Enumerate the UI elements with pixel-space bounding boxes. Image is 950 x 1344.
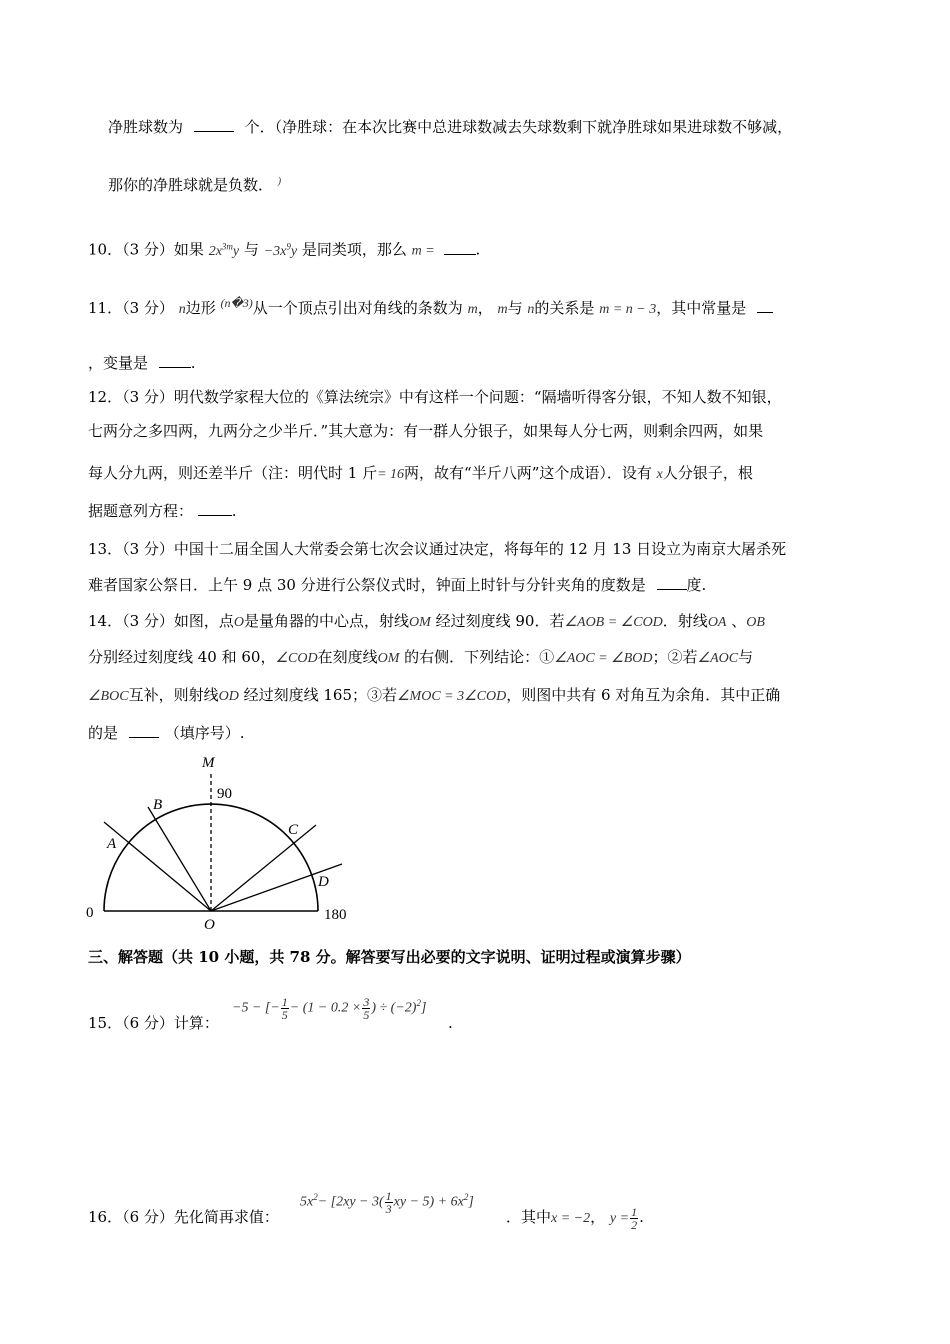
label-C: C [288, 822, 299, 838]
q14-text: 的是 [88, 724, 119, 742]
q10-expr1: $2x^{3m}y$ [208, 241, 240, 259]
q11-m: m [497, 302, 508, 317]
q11-m: m [467, 302, 478, 317]
q12-text: 12．（3 分）明代数学家程大位的《算法统宗》中有这样一个问题：“隔墙听得客分银，不知人数不知银， [88, 388, 782, 406]
q14-OD: OD [218, 689, 239, 704]
q14-eq3: ∠MOC = 3∠COD [397, 689, 507, 704]
q12-text: 据题意列方程： [88, 502, 194, 520]
q14-O: O [233, 615, 245, 630]
q14-OM: OM [377, 651, 400, 666]
q16-condition [506, 1206, 644, 1231]
question-15-label: 15．（6 分）计算： [88, 1014, 219, 1032]
question-12-line1 [88, 386, 782, 408]
answer-blank [198, 501, 232, 516]
q16-end: . [639, 1208, 644, 1226]
q14-text: 互补，则射线 [128, 686, 219, 704]
q16-y-value: y = $\frac{1}{2}$ [609, 1205, 638, 1233]
q14-text: 分别经过刻度线 40 和 60， [88, 648, 276, 666]
q14-BOC: ∠BOC [88, 689, 129, 704]
q14-text: 经过刻度线 165；③若 [243, 686, 397, 704]
q14-text: 在刻度线 [317, 648, 378, 666]
q11-n: n [527, 302, 535, 317]
q10-text: 是同类项，那么 [301, 240, 407, 259]
q15-end: . [448, 1014, 453, 1032]
answer-blank [129, 723, 159, 738]
q13-text: 度. [686, 576, 707, 594]
q11-text: 的关系是 [534, 299, 595, 317]
q14-OA: OA [707, 615, 727, 630]
q9-text: 那你的净胜球就是负数． [108, 176, 274, 194]
label-D: D [318, 874, 329, 890]
q13-text: 难者国家公祭日．上午 9 点 30 分进行公祭仪式时，钟面上时针与分针夹角的度数是 [88, 576, 646, 594]
question-10 [88, 235, 480, 263]
q14-text: 的右侧．下列结论：① [404, 648, 555, 666]
answer-blank [194, 117, 234, 132]
q14-text: ．射线 [662, 612, 708, 630]
q11-text: （3 分） [122, 299, 174, 317]
q9-line1 [108, 116, 792, 138]
q12-eq: = 16 [377, 467, 405, 482]
q12-text: 七两分之多四两，九两分之少半斤．”其大意为：有一群人分银子，如果每人分七两，则剩余四两，如果 [88, 422, 764, 440]
q16-expression: $5x^2- [2xy - 3$( $\frac{1}{3}$ xy − $5) + 6x^2$] [300, 1188, 474, 1216]
label-M: M [202, 755, 215, 771]
section-3-heading: 三、解答题（共 10 小题，共 78 分。解答要写出必要的文字说明、证明过程或演算步骤） [88, 948, 691, 966]
q11-relation: m = n − 3 [599, 302, 657, 317]
q14-AOC: ∠AOC [697, 651, 739, 666]
q9-paren: ) [277, 176, 282, 187]
q16-x-value: x = −2 [551, 1211, 591, 1226]
question-number: 10． [88, 240, 123, 259]
q11-text: 与 [507, 299, 523, 317]
label-0: 0 [86, 905, 94, 921]
question-13-line1 [88, 538, 786, 560]
ray-OA [104, 822, 211, 911]
q14-text: 、 [731, 612, 747, 630]
label-90: 90 [217, 786, 232, 802]
question-13-line2 [88, 574, 706, 596]
q10-text: （3 分）如果 [122, 240, 204, 259]
q14-eq1: ∠AOB = ∠COD [564, 615, 663, 630]
label-A: A [107, 836, 117, 852]
q11-text: ，其中常量是 [656, 299, 747, 317]
q12-text: 每人分九两，则还差半斤（注：明代时 1 斤 [88, 464, 378, 482]
ray-OB [148, 807, 211, 911]
question-14-line1 [88, 610, 765, 634]
question-11 [88, 292, 773, 321]
q14-text: （填序号）. [164, 724, 245, 742]
q14-eq2: ∠AOC = ∠BOD [554, 651, 653, 666]
q10-end: . [475, 240, 481, 259]
question-14-line3 [88, 684, 780, 708]
q10-m-eq: m = [411, 243, 435, 259]
question-12-line3 [88, 462, 753, 486]
q11-n: n [178, 302, 186, 317]
q10-text: 与 [243, 240, 259, 259]
answer-blank [657, 575, 687, 590]
q10-expr2: $-3x^9y$ [263, 241, 298, 259]
answer-blank [159, 353, 191, 368]
q14-text: 是量角器的中心点，射线 [244, 612, 410, 630]
ray-OC [211, 825, 316, 911]
q11-text: 从一个顶点引出对角线的条数为 [252, 299, 463, 317]
question-number: 11． [88, 299, 123, 317]
q9-text: 净胜球数为 [108, 118, 184, 136]
question-14-line4 [88, 722, 245, 744]
q14-text: 与 [738, 648, 754, 666]
q14-text: 经过刻度线 90．若 [435, 612, 565, 630]
q9-line2 [108, 171, 281, 196]
q14-text: ，则图中共有 6 对角互为余角．其中正确 [506, 686, 781, 704]
q12-text: 两，故有“半斤八两”这个成语）．设有 [404, 464, 652, 482]
q14-OM: OM [409, 615, 431, 630]
q11-condition: (n�3) [220, 296, 253, 310]
q16-text: ， [590, 1208, 606, 1226]
label-180: 180 [324, 907, 347, 923]
q11-text: . [190, 354, 196, 372]
q12-x: x [656, 467, 663, 482]
q11-text: 边形 [185, 299, 216, 317]
protractor-figure [80, 750, 370, 935]
label-O: O [204, 917, 215, 933]
question-16-label: 16．（6 分）先化简再求值： [88, 1208, 279, 1226]
q15-expression: −5 − [− $\frac{1}{5}$ − (1 − 0.2 × $\frac{3}{5}$ ) ÷ $(-2)^2$] [232, 994, 427, 1022]
question-11-line2 [88, 352, 196, 374]
q13-text: 13．（3 分）中国十二届全国人大常委会第七次会议通过决定，将每年的 12 月 13 日设立为南京大屠杀死 [88, 540, 787, 558]
q11-text: ， [477, 299, 493, 317]
q14-text: ；②若 [652, 648, 698, 666]
label-B: B [153, 797, 163, 813]
q14-OB: OB [746, 615, 765, 630]
q9-text: 个．（净胜球：在本次比赛中总进球数减去失球数剩下就净胜球如果进球数不够减， [244, 118, 793, 136]
answer-blank [444, 240, 476, 255]
q11-text: ，变量是 [88, 354, 149, 372]
question-14-line2 [88, 646, 753, 670]
q12-text: 人分银子，根 [662, 464, 753, 482]
q12-text: . [231, 502, 237, 520]
q14-COD: ∠COD [275, 651, 318, 666]
q16-text: ．其中 [506, 1208, 552, 1226]
question-12-line2 [88, 420, 763, 442]
q14-text: 14．（3 分）如图，点 [88, 612, 234, 630]
question-12-line4 [88, 500, 237, 522]
answer-blank [757, 298, 773, 313]
